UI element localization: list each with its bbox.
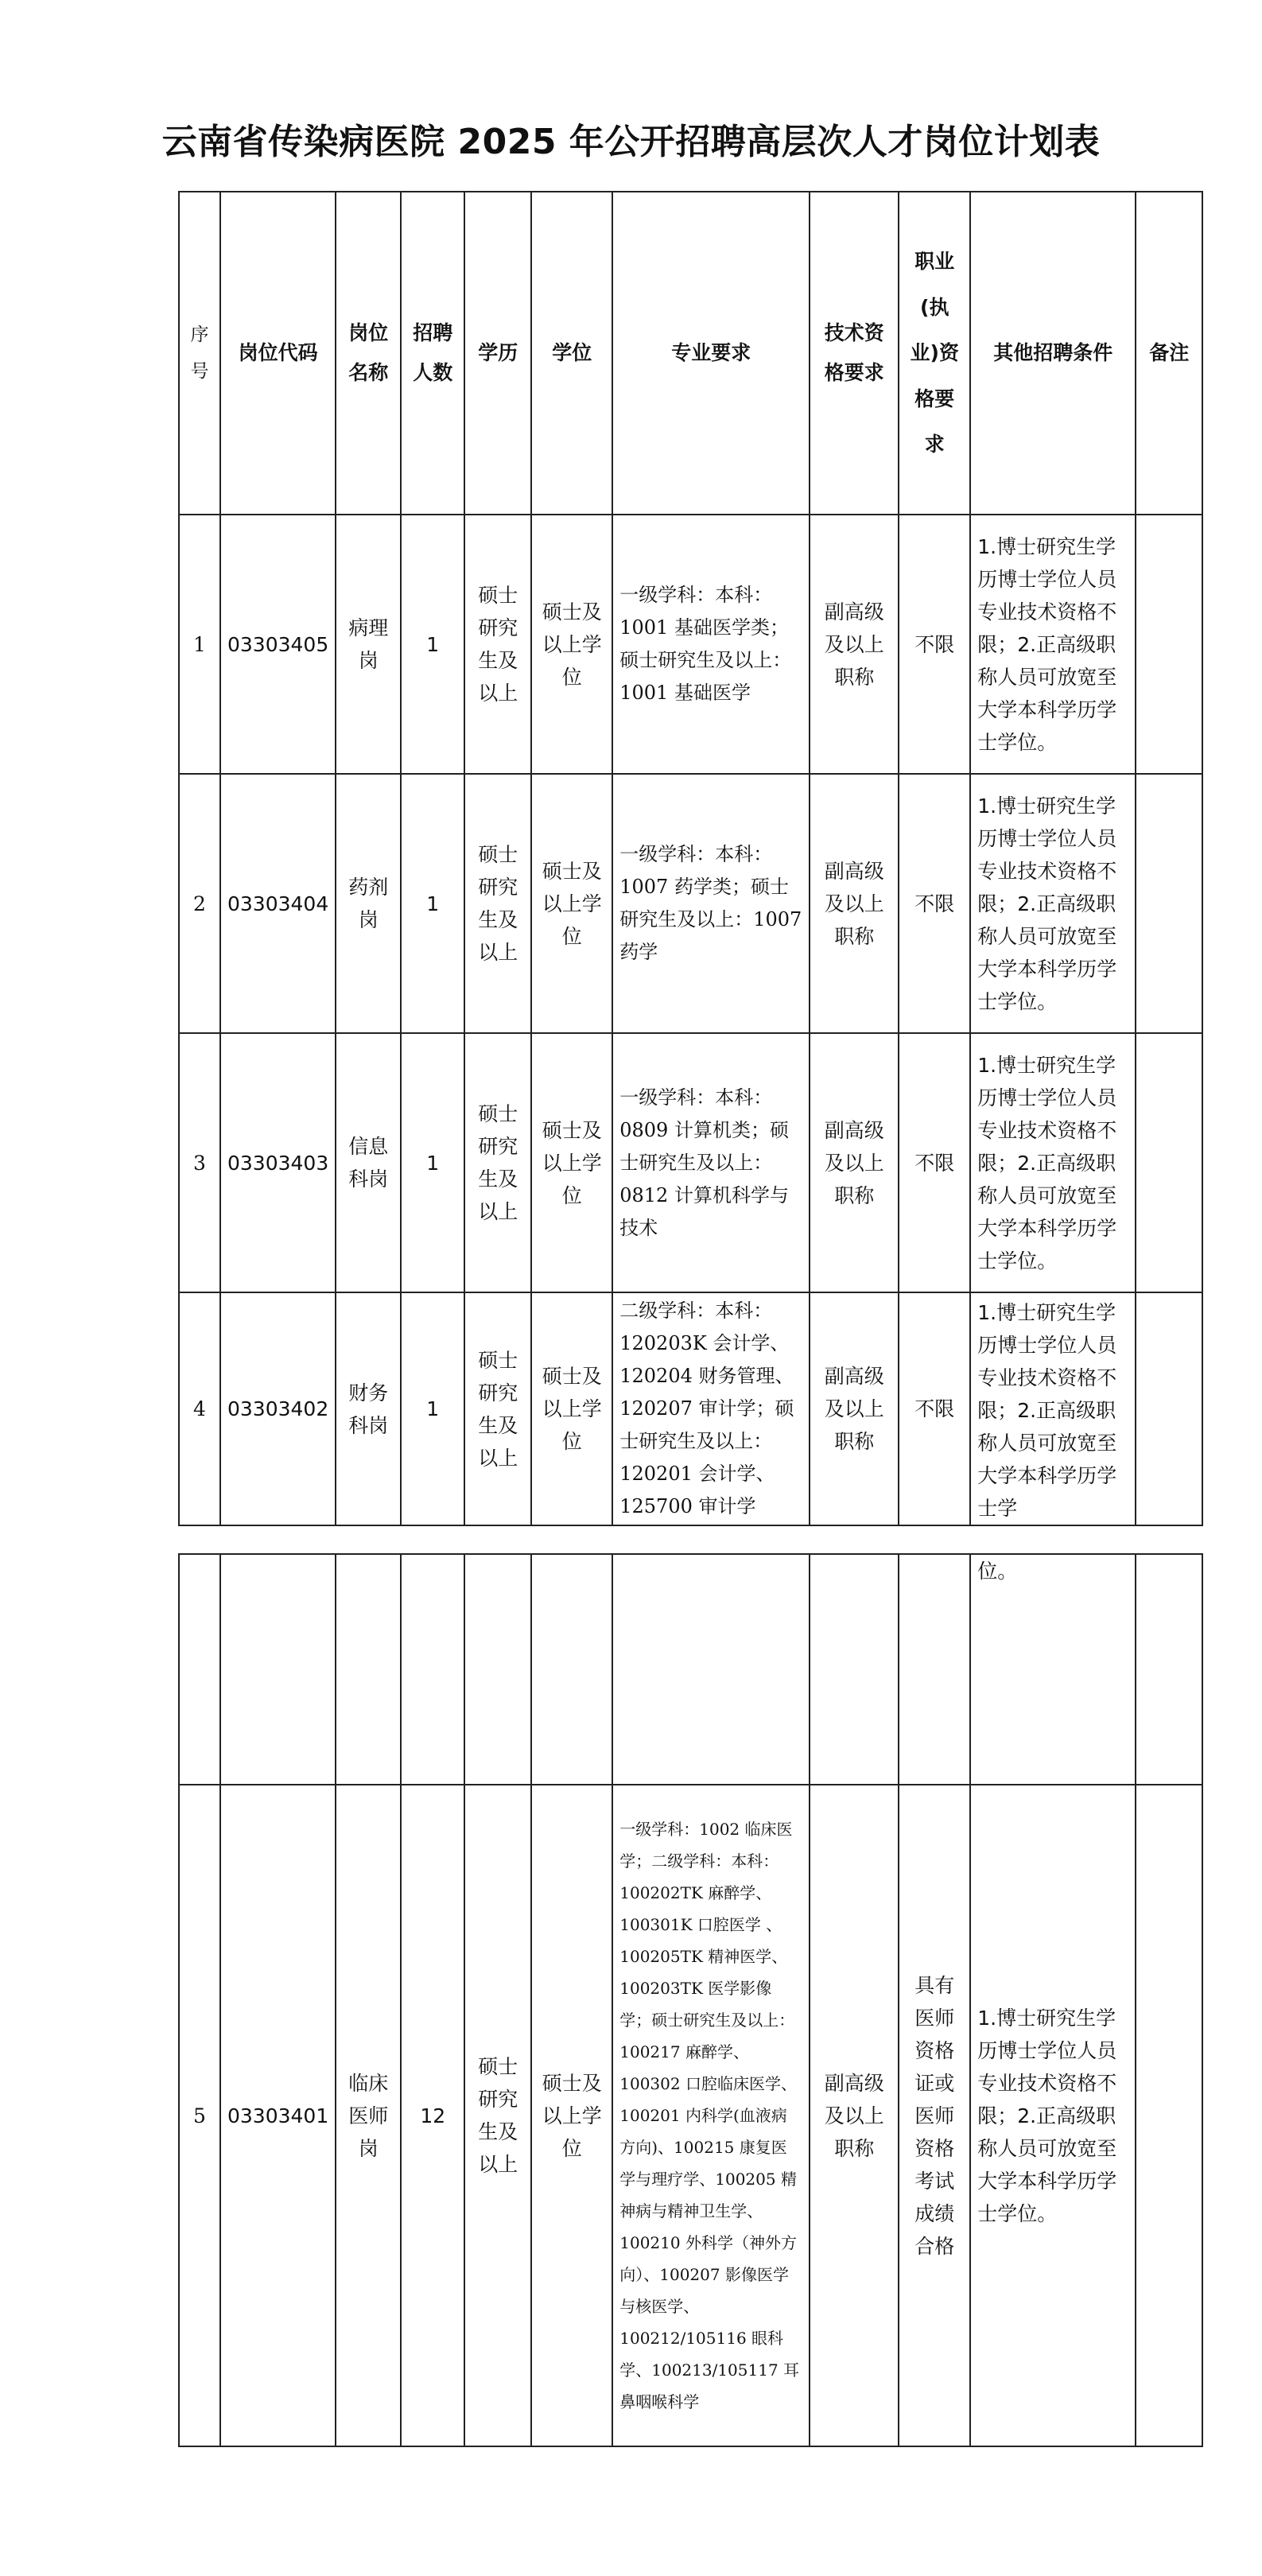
cell-count: 12: [401, 1785, 464, 2446]
cell-name: 财务科岗: [336, 1292, 401, 1525]
cell-degree: 硕士及以上学位: [531, 1292, 612, 1525]
cell-degree: 硕士及以上学位: [531, 1033, 612, 1292]
cell-education: 硕士研究生及以上: [464, 774, 531, 1033]
cell-major: 一级学科：本科：0809 计算机类；硕士研究生及以上：0812 计算机科学与技术: [612, 1033, 810, 1292]
cell-major: 一级学科：1002 临床医学；二级学科：本科：100202TK 麻醉学、100301K 口腔医学 、100205TK 精神医学、100203TK 医学影像学；硕士研究生及以上：100217 麻醉学、100302 口腔临床医学、100201 内科学(血液病方向)、100215 康复医学与理疗学、100205 精神病与精神卫生学、100210 外科学（神外方向）、100207 影像医学与核医学、100212/105116 眼科学、100213/105117 耳鼻咽喉科学: [612, 1785, 810, 2446]
cell-empty: [220, 1554, 336, 1785]
cell-degree: 硕士及以上学位: [531, 1785, 612, 2446]
cell-seq: 1: [179, 515, 220, 774]
cell-other-continued: 位。: [970, 1554, 1136, 1785]
cell-name: 信息科岗: [336, 1033, 401, 1292]
page-title: 云南省传染病医院 2025 年公开招聘高层次人才岗位计划表: [161, 122, 1101, 162]
cell-empty: [336, 1554, 401, 1785]
cell-count: 1: [401, 515, 464, 774]
header-count: 招聘人数: [401, 192, 464, 515]
recruitment-table: [178, 191, 1203, 1526]
header-seq: 序号: [179, 192, 220, 515]
recruitment-table-continued: [178, 1553, 1203, 2447]
cell-empty: [810, 1554, 899, 1785]
cell-remark: [1136, 1292, 1202, 1525]
cell-education: 硕士研究生及以上: [464, 1785, 531, 2446]
header-code: 岗位代码: [220, 192, 336, 515]
cell-education: 硕士研究生及以上: [464, 1292, 531, 1525]
cell-degree: 硕士及以上学位: [531, 774, 612, 1033]
cell-education: 硕士研究生及以上: [464, 515, 531, 774]
cell-name: 药剂岗: [336, 774, 401, 1033]
cell-seq: 2: [179, 774, 220, 1033]
cell-name: 临床医师岗: [336, 1785, 401, 2446]
cell-seq: 5: [179, 1785, 220, 2446]
cell-other: 1.博士研究生学历博士学位人员专业技术资格不限；2.正高级职称人员可放宽至大学本科学历学士学: [970, 1292, 1136, 1525]
header-remark: 备注: [1136, 192, 1202, 515]
header-major: 专业要求: [612, 192, 810, 515]
cell-code: 03303401: [220, 1785, 336, 2446]
cell-other: 1.博士研究生学历博士学位人员专业技术资格不限；2.正高级职称人员可放宽至大学本科学历学士学位。: [970, 774, 1136, 1033]
cell-empty: [401, 1554, 464, 1785]
cell-tech: 副高级及以上职称: [810, 1785, 899, 2446]
header-tech: 技术资格要求: [810, 192, 899, 515]
table-row: [179, 1033, 1202, 1292]
cell-count: 1: [401, 1033, 464, 1292]
cell-empty: [612, 1554, 810, 1785]
cell-seq: 3: [179, 1033, 220, 1292]
cell-license: 不限: [899, 774, 970, 1033]
cell-license: 不限: [899, 1292, 970, 1525]
cell-other: 1.博士研究生学历博士学位人员专业技术资格不限；2.正高级职称人员可放宽至大学本科学历学士学位。: [970, 515, 1136, 774]
cell-tech: 副高级及以上职称: [810, 1033, 899, 1292]
cell-tech: 副高级及以上职称: [810, 774, 899, 1033]
header-license: 职业(执业)资格要求: [899, 192, 970, 515]
cell-remark: [1136, 1033, 1202, 1292]
table-row: [179, 1785, 1202, 2446]
cell-license: 具有医师资格证或医师资格考试成绩合格: [899, 1785, 970, 2446]
header-name: 岗位名称: [336, 192, 401, 515]
cell-remark: [1136, 774, 1202, 1033]
cell-education: 硕士研究生及以上: [464, 1033, 531, 1292]
cell-code: 03303402: [220, 1292, 336, 1525]
table-header-row: [179, 192, 1202, 515]
cell-degree: 硕士及以上学位: [531, 515, 612, 774]
cell-major: 一级学科：本科：1007 药学类；硕士研究生及以上：1007 药学: [612, 774, 810, 1033]
cell-name: 病理岗: [336, 515, 401, 774]
cell-code: 03303403: [220, 1033, 336, 1292]
cell-empty: [179, 1554, 220, 1785]
cell-license: 不限: [899, 515, 970, 774]
header-other: 其他招聘条件: [970, 192, 1136, 515]
header-degree: 学位: [531, 192, 612, 515]
header-education: 学历: [464, 192, 531, 515]
cell-code: 03303404: [220, 774, 336, 1033]
table-row: [179, 1292, 1202, 1525]
cell-empty: [899, 1554, 970, 1785]
cell-major: 二级学科：本科：120203K 会计学、120204 财务管理、120207 审计学；硕士研究生及以上：120201 会计学、125700 审计学: [612, 1292, 810, 1525]
cell-tech: 副高级及以上职称: [810, 1292, 899, 1525]
cell-other: 1.博士研究生学历博士学位人员专业技术资格不限；2.正高级职称人员可放宽至大学本科学历学士学位。: [970, 1033, 1136, 1292]
cell-empty: [464, 1554, 531, 1785]
cell-empty: [1136, 1554, 1202, 1785]
cell-count: 1: [401, 1292, 464, 1525]
cell-remark: [1136, 515, 1202, 774]
table-row-continuation: [179, 1554, 1202, 1785]
table-row: [179, 515, 1202, 774]
cell-license: 不限: [899, 1033, 970, 1292]
cell-count: 1: [401, 774, 464, 1033]
cell-empty: [531, 1554, 612, 1785]
cell-code: 03303405: [220, 515, 336, 774]
cell-seq: 4: [179, 1292, 220, 1525]
cell-remark: [1136, 1785, 1202, 2446]
cell-tech: 副高级及以上职称: [810, 515, 899, 774]
table-row: [179, 774, 1202, 1033]
cell-other: 1.博士研究生学历博士学位人员专业技术资格不限；2.正高级职称人员可放宽至大学本科学历学士学位。: [970, 1785, 1136, 2446]
cell-major: 一级学科：本科：1001 基础医学类；硕士研究生及以上：1001 基础医学: [612, 515, 810, 774]
